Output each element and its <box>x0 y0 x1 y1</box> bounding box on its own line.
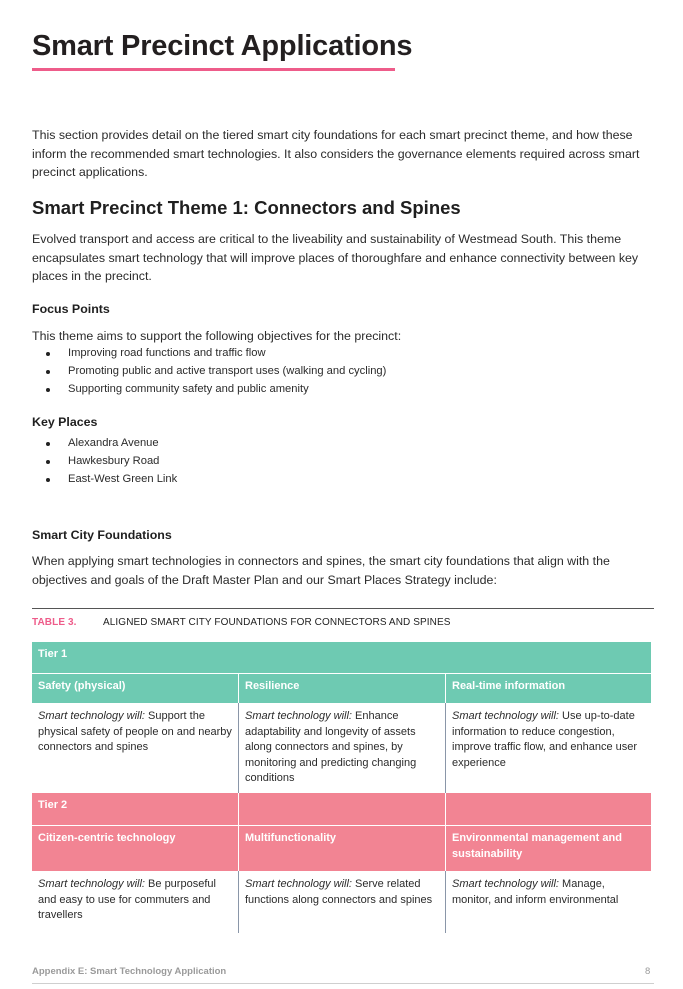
table-cell: Smart technology will: Be purposeful and easy to use for commuters and travellers <box>32 871 239 933</box>
tier2-body-row <box>32 871 651 933</box>
foundations-intro-paragraph: When applying smart technologies in connectors and spines, the smart city foundations that align with the objectives and goals of the Draft Master Plan and our Smart Places Strategy include: <box>32 554 610 587</box>
foundations-heading: Smart City Foundations <box>32 528 172 542</box>
tier1-label: Tier 1 <box>38 648 68 660</box>
table-cell: Smart technology will: Enhance adaptability and longevity of assets along connectors and spines, by monitoring and predicting changing conditions <box>239 703 446 793</box>
bullet-icon <box>46 478 50 482</box>
bullet-icon <box>46 352 50 356</box>
list-item: East-West Green Link <box>32 471 177 489</box>
tier2-label-spacer <box>446 793 651 825</box>
table-cell: Smart technology will: Manage, monitor, and inform environmental <box>452 878 619 906</box>
tier1-header-realtime: Real-time information <box>452 680 566 692</box>
bullet-icon <box>46 388 50 392</box>
tier2-header-environmental: Environmental management and sustainability <box>452 832 622 860</box>
table-number: TABLE 3. <box>32 617 77 628</box>
tier2-label-spacer <box>239 793 446 825</box>
key-places-list <box>32 435 177 488</box>
tier1-header-safety: Safety (physical) <box>32 674 239 703</box>
list-item: Supporting community safety and public amenity <box>32 381 386 399</box>
footer-rule <box>32 983 654 984</box>
list-item: Promoting public and active transport uses (walking and cycling) <box>32 363 386 381</box>
list-item: Improving road functions and traffic flow <box>32 345 386 363</box>
page-title: Smart Precinct Applications <box>32 30 413 62</box>
list-item: Hawkesbury Road <box>32 453 177 471</box>
table-caption <box>32 617 451 628</box>
intro-paragraph: This section provides detail on the tiered smart city foundations for each smart precinct theme, and how these inform the recommended smart technologies. It also considers the governance elements required across smart precinct applications. <box>32 128 640 180</box>
bullet-icon <box>46 460 50 464</box>
key-places-heading: Key Places <box>32 415 98 429</box>
table-caption-text: ALIGNED SMART CITY FOUNDATIONS FOR CONNECTORS AND SPINES <box>103 617 451 628</box>
title-underline <box>32 68 395 71</box>
theme-intro-paragraph: Evolved transport and access are critical to the liveability and sustainability of Westmead South. This theme encapsulates smart technology that will improve places of thoroughfare and enhance connectivity between key places in the precinct. <box>32 232 639 284</box>
tier1-label-row <box>32 642 651 673</box>
tier2-label-row <box>32 793 651 825</box>
footer-section-title: Appendix E: Smart Technology Application <box>32 966 227 977</box>
focus-intro-paragraph: This theme aims to support the following objectives for the precinct: <box>32 329 402 343</box>
theme-heading: Smart Precinct Theme 1: Connectors and Spines <box>32 197 461 218</box>
table-top-rule <box>32 608 654 609</box>
focus-points-heading: Focus Points <box>32 302 110 316</box>
tier1-header-resilience: Resilience <box>239 674 446 703</box>
bullet-icon <box>46 442 50 446</box>
tier2-header-multifunctionality: Multifunctionality <box>239 826 446 871</box>
table-cell: Smart technology will: Use up-to-date information to reduce congestion, improve traffic flow, and enhance user experience <box>452 710 638 769</box>
table-cell: Smart technology will: Serve related functions along connectors and spines <box>239 871 446 933</box>
bullet-icon <box>46 370 50 374</box>
tier2-header-row <box>32 826 651 871</box>
list-item: Alexandra Avenue <box>32 435 177 453</box>
tier2-header-citizen: Citizen-centric technology <box>32 826 239 871</box>
tier2-label: Tier 2 <box>32 793 239 825</box>
footer-page-number: 8 <box>645 966 651 977</box>
table-cell: Smart technology will: Support the physical safety of people on and nearby connectors and spines <box>32 703 239 793</box>
tier1-header-row <box>32 674 651 703</box>
focus-points-list <box>32 345 386 398</box>
tier1-body-row <box>32 703 651 793</box>
